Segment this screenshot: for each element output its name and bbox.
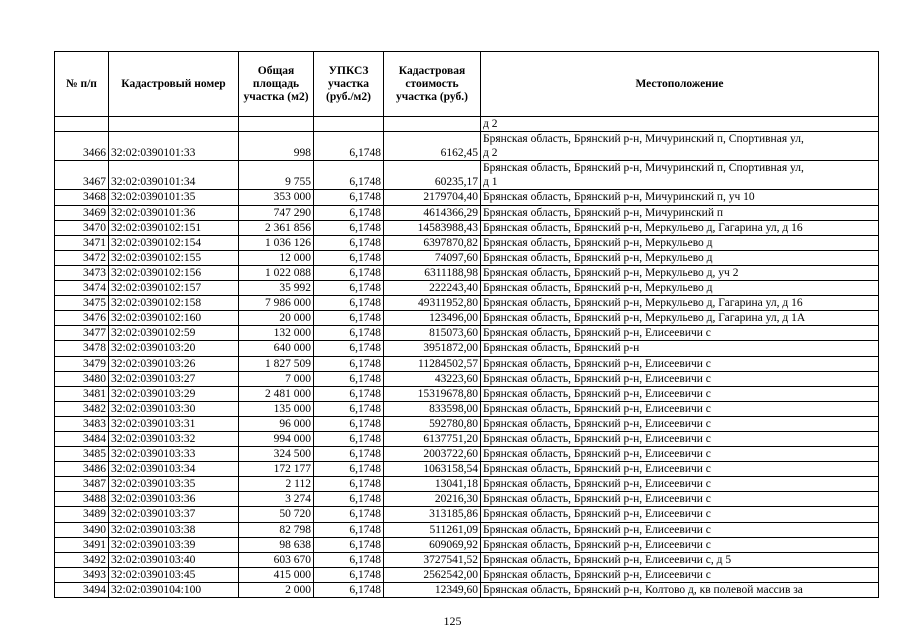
cadastral-number: 32:02:0390103:34: [109, 462, 239, 477]
table-row: [55, 582, 879, 597]
cadastral-number: 32:02:0390101:34: [109, 161, 239, 190]
cadastral-number: 32:02:0390103:39: [109, 537, 239, 552]
location-line: Брянская область, Брянский р-н, Елисеевичи с: [483, 463, 711, 476]
location-line: Брянская область, Брянский р-н, Елисеевичи с: [483, 372, 711, 385]
row-number: 3476: [55, 311, 109, 326]
cadastral-number: 32:02:0390103:45: [109, 567, 239, 582]
location-cell: [481, 537, 879, 552]
cadastral-number: 32:02:0390102:158: [109, 296, 239, 311]
area-value: 2 361 856: [239, 220, 314, 235]
location-line: Брянская область, Брянский р-н, Елисеевичи с: [483, 402, 711, 415]
row-number: 3468: [55, 190, 109, 205]
cadastral-number: 32:02:0390104:100: [109, 582, 239, 597]
table-row: [55, 431, 879, 446]
area-value: 7 000: [239, 371, 314, 386]
location-line: Брянская область, Брянский р-н, Елисеевичи с: [483, 357, 711, 370]
table-row: [55, 401, 879, 416]
table-row: [55, 341, 879, 356]
row-number: 3494: [55, 582, 109, 597]
table-row: [55, 235, 879, 250]
row-number: 3466: [55, 132, 109, 161]
header-cadastral: Кадастровый номер: [109, 52, 239, 117]
area-value: 998: [239, 132, 314, 161]
cost-value: 511261,09: [384, 522, 481, 537]
table-row: [55, 386, 879, 401]
row-number: 3489: [55, 507, 109, 522]
upks-value: 6,1748: [314, 132, 384, 161]
location-line: Брянская область, Брянский р-н, Меркульево д, уч 2: [483, 266, 739, 279]
area-value: 2 481 000: [239, 386, 314, 401]
upks-value: 6,1748: [314, 552, 384, 567]
upks-value: 6,1748: [314, 462, 384, 477]
location-line: д 2: [483, 147, 498, 160]
area-value: 747 290: [239, 205, 314, 220]
location-line: Брянская область, Брянский р-н, Елисеевичи с: [483, 417, 711, 430]
location-cell: [481, 522, 879, 537]
location-cell: [481, 447, 879, 462]
cost-value: 6397870,82: [384, 235, 481, 250]
row-number: 3492: [55, 552, 109, 567]
cost-value: 1063158,54: [384, 462, 481, 477]
upks-value: 6,1748: [314, 296, 384, 311]
location-cell: [481, 132, 879, 161]
row-number: 3467: [55, 161, 109, 190]
cost-value: 2003722,60: [384, 447, 481, 462]
row-number: 3480: [55, 371, 109, 386]
upks-value: 6,1748: [314, 190, 384, 205]
cost-value: 833598,00: [384, 401, 481, 416]
area-value: 172 177: [239, 462, 314, 477]
location-line: Брянская область, Брянский р-н, Елисеевичи с: [483, 448, 711, 461]
upks-value: 6,1748: [314, 341, 384, 356]
cost-value: 6311188,98: [384, 265, 481, 280]
row-number: 3475: [55, 296, 109, 311]
area-value: 82 798: [239, 522, 314, 537]
cost-value: 2562542,00: [384, 567, 481, 582]
cadastral-number: 32:02:0390103:29: [109, 386, 239, 401]
cost-value: 815073,60: [384, 326, 481, 341]
area-value: 96 000: [239, 416, 314, 431]
location-line: Брянская область, Брянский р-н, Елисеевичи с: [483, 523, 711, 536]
location-cell: [481, 401, 879, 416]
row-number: 3472: [55, 250, 109, 265]
cadastral-number: 32:02:0390103:26: [109, 356, 239, 371]
table-row: [55, 311, 879, 326]
area-value: 132 000: [239, 326, 314, 341]
upks-value: 6,1748: [314, 401, 384, 416]
location-line: Брянская область, Брянский р-н, Мичуринский п: [483, 206, 724, 219]
row-number: 3479: [55, 356, 109, 371]
table-row: [55, 447, 879, 462]
location-cell: [481, 492, 879, 507]
table-row: [55, 552, 879, 567]
table-row: [55, 281, 879, 296]
cadastral-number: 32:02:0390102:155: [109, 250, 239, 265]
upks-value: 6,1748: [314, 477, 384, 492]
location-cell: [481, 416, 879, 431]
table-row: [55, 132, 879, 161]
page-number: 125: [443, 614, 462, 628]
upks-value: 6,1748: [314, 220, 384, 235]
location-cell: [481, 462, 879, 477]
cadastral-table: [54, 51, 879, 598]
cost-value: 14583988,43: [384, 220, 481, 235]
cost-value: 609069,92: [384, 537, 481, 552]
table-row: [55, 507, 879, 522]
location-line: Брянская область, Брянский р-н, Елисеевичи с, д 5: [483, 553, 732, 566]
cadastral-number: 32:02:0390101:33: [109, 132, 239, 161]
area-value: 353 000: [239, 190, 314, 205]
cadastral-number: 32:02:0390102:154: [109, 235, 239, 250]
upks-value: 6,1748: [314, 205, 384, 220]
location-line: Брянская область, Брянский р-н, Мичуринский п, уч 10: [483, 191, 755, 204]
location-line: Брянская область, Брянский р-н, Меркульево д: [483, 282, 713, 295]
cadastral-number: 32:02:0390101:35: [109, 190, 239, 205]
location-cell: [481, 235, 879, 250]
area-value: 20 000: [239, 311, 314, 326]
row-number: 3470: [55, 220, 109, 235]
cost-value: 6137751,20: [384, 431, 481, 446]
cadastral-number: 32:02:0390103:30: [109, 401, 239, 416]
continuation-location: д 2: [481, 117, 879, 132]
location-cell: [481, 311, 879, 326]
header-area: Общая площадь участка (м2): [239, 52, 314, 117]
upks-value: 6,1748: [314, 537, 384, 552]
area-value: 640 000: [239, 341, 314, 356]
header-location: Местоположение: [481, 52, 879, 117]
table-row: [55, 220, 879, 235]
header-num: № п/п: [55, 52, 109, 117]
area-value: 2 000: [239, 582, 314, 597]
row-number: 3487: [55, 477, 109, 492]
cost-value: 3951872,00: [384, 341, 481, 356]
table-row: [55, 492, 879, 507]
row-number: 3474: [55, 281, 109, 296]
upks-value: 6,1748: [314, 416, 384, 431]
cadastral-number: 32:02:0390102:59: [109, 326, 239, 341]
cadastral-number: 32:02:0390102:160: [109, 311, 239, 326]
cadastral-number: 32:02:0390102:151: [109, 220, 239, 235]
upks-value: 6,1748: [314, 235, 384, 250]
row-number: 3483: [55, 416, 109, 431]
table-row: [55, 296, 879, 311]
row-number: 3469: [55, 205, 109, 220]
cost-value: 11284502,57: [384, 356, 481, 371]
cadastral-number: 32:02:0390103:20: [109, 341, 239, 356]
cadastral-number: 32:02:0390103:33: [109, 447, 239, 462]
row-number: 3491: [55, 537, 109, 552]
table-row: [55, 190, 879, 205]
upks-value: 6,1748: [314, 161, 384, 190]
table-row: [55, 205, 879, 220]
location-cell: [481, 371, 879, 386]
table-row: [55, 161, 879, 190]
row-number: 3481: [55, 386, 109, 401]
row-number: 3488: [55, 492, 109, 507]
upks-value: 6,1748: [314, 522, 384, 537]
upks-value: 6,1748: [314, 265, 384, 280]
cost-value: 6162,45: [384, 132, 481, 161]
location-cell: [481, 356, 879, 371]
header-upks: УПКСЗ участка (руб./м2): [314, 52, 384, 117]
cost-value: 15319678,80: [384, 386, 481, 401]
location-cell: [481, 507, 879, 522]
area-value: 2 112: [239, 477, 314, 492]
cadastral-number: 32:02:0390101:36: [109, 205, 239, 220]
cadastral-number: 32:02:0390103:38: [109, 522, 239, 537]
row-number: 3484: [55, 431, 109, 446]
cadastral-number: 32:02:0390103:36: [109, 492, 239, 507]
location-cell: [481, 552, 879, 567]
cost-value: 313185,86: [384, 507, 481, 522]
location-cell: [481, 326, 879, 341]
table-row: [55, 326, 879, 341]
cost-value: 13041,18: [384, 477, 481, 492]
cost-value: 2179704,40: [384, 190, 481, 205]
location-line: Брянская область, Брянский р-н, Мичуринский п, Спортивная ул,: [483, 133, 804, 146]
location-line: Брянская область, Брянский р-н: [483, 342, 640, 355]
cost-value: 60235,17: [384, 161, 481, 190]
cost-value: 4614366,29: [384, 205, 481, 220]
area-value: 415 000: [239, 567, 314, 582]
location-line: Брянская область, Брянский р-н, Елисеевичи с: [483, 387, 711, 400]
table-row: [55, 477, 879, 492]
area-value: 3 274: [239, 492, 314, 507]
row-number: 3493: [55, 567, 109, 582]
cadastral-number: 32:02:0390103:32: [109, 431, 239, 446]
cost-value: 12349,60: [384, 582, 481, 597]
upks-value: 6,1748: [314, 507, 384, 522]
area-value: 9 755: [239, 161, 314, 190]
row-number: 3478: [55, 341, 109, 356]
cadastral-number: 32:02:0390103:31: [109, 416, 239, 431]
cost-value: 123496,00: [384, 311, 481, 326]
upks-value: 6,1748: [314, 447, 384, 462]
location-cell: [481, 296, 879, 311]
location-cell: [481, 161, 879, 190]
cost-value: 3727541,52: [384, 552, 481, 567]
location-line: Брянская область, Брянский р-н, Меркульево д, Гагарина ул, д 16: [483, 221, 803, 234]
upks-value: 6,1748: [314, 431, 384, 446]
area-value: 994 000: [239, 431, 314, 446]
table-row: [55, 567, 879, 582]
location-cell: [481, 386, 879, 401]
upks-value: 6,1748: [314, 356, 384, 371]
row-number: 3473: [55, 265, 109, 280]
header-row: [55, 52, 879, 117]
cadastral-number: 32:02:0390102:157: [109, 281, 239, 296]
location-cell: [481, 431, 879, 446]
continuation-row: [55, 117, 879, 132]
upks-value: 6,1748: [314, 250, 384, 265]
location-line: Брянская область, Брянский р-н, Меркульево д, Гагарина ул, д 1А: [483, 312, 806, 325]
area-value: 1 036 126: [239, 235, 314, 250]
area-value: 12 000: [239, 250, 314, 265]
location-cell: [481, 341, 879, 356]
location-line: Брянская область, Брянский р-н, Колтово д, кв полевой массив за: [483, 583, 803, 596]
table-row: [55, 462, 879, 477]
area-value: 1 827 509: [239, 356, 314, 371]
location-line: Брянская область, Брянский р-н, Мичуринский п, Спортивная ул,: [483, 162, 804, 175]
location-line: Брянская область, Брянский р-н, Елисеевичи с: [483, 493, 711, 506]
area-value: 98 638: [239, 537, 314, 552]
cost-value: 222243,40: [384, 281, 481, 296]
row-number: 3471: [55, 235, 109, 250]
location-cell: [481, 205, 879, 220]
location-line: Брянская область, Брянский р-н, Меркульево д: [483, 251, 713, 264]
upks-value: 6,1748: [314, 386, 384, 401]
location-line: Брянская область, Брянский р-н, Меркульево д: [483, 236, 713, 249]
table-row: [55, 250, 879, 265]
row-number: 3482: [55, 401, 109, 416]
header-cost: Кадастровая стоимость участка (руб.): [384, 52, 481, 117]
location-cell: [481, 190, 879, 205]
location-cell: [481, 477, 879, 492]
area-value: 7 986 000: [239, 296, 314, 311]
cadastral-number: 32:02:0390103:40: [109, 552, 239, 567]
table-row: [55, 537, 879, 552]
cost-value: 74097,60: [384, 250, 481, 265]
area-value: 35 992: [239, 281, 314, 296]
location-cell: [481, 250, 879, 265]
location-line: Брянская область, Брянский р-н, Елисеевичи с: [483, 568, 711, 581]
upks-value: 6,1748: [314, 311, 384, 326]
location-cell: [481, 582, 879, 597]
area-value: 603 670: [239, 552, 314, 567]
area-value: 135 000: [239, 401, 314, 416]
row-number: 3477: [55, 326, 109, 341]
row-number: 3486: [55, 462, 109, 477]
cost-value: 49311952,80: [384, 296, 481, 311]
cost-value: 20216,30: [384, 492, 481, 507]
location-line: Брянская область, Брянский р-н, Елисеевичи с: [483, 538, 711, 551]
table-row: [55, 416, 879, 431]
upks-value: 6,1748: [314, 371, 384, 386]
location-line: Брянская область, Брянский р-н, Меркульево д, Гагарина ул, д 16: [483, 297, 803, 310]
area-value: 324 500: [239, 447, 314, 462]
upks-value: 6,1748: [314, 281, 384, 296]
table-row: [55, 371, 879, 386]
cadastral-number: 32:02:0390102:156: [109, 265, 239, 280]
cadastral-number: 32:02:0390103:37: [109, 507, 239, 522]
location-line: Брянская область, Брянский р-н, Елисеевичи с: [483, 432, 711, 445]
upks-value: 6,1748: [314, 326, 384, 341]
cost-value: 43223,60: [384, 371, 481, 386]
upks-value: 6,1748: [314, 492, 384, 507]
location-cell: [481, 567, 879, 582]
table-row: [55, 356, 879, 371]
upks-value: 6,1748: [314, 582, 384, 597]
cadastral-number: 32:02:0390103:27: [109, 371, 239, 386]
location-line: д 1: [483, 176, 498, 189]
table-row: [55, 522, 879, 537]
cost-value: 592780,80: [384, 416, 481, 431]
location-line: Брянская область, Брянский р-н, Елисеевичи с: [483, 478, 711, 491]
table-row: [55, 265, 879, 280]
upks-value: 6,1748: [314, 567, 384, 582]
location-line: Брянская область, Брянский р-н, Елисеевичи с: [483, 327, 711, 340]
location-cell: [481, 265, 879, 280]
cadastral-number: 32:02:0390103:35: [109, 477, 239, 492]
row-number: 3490: [55, 522, 109, 537]
row-number: 3485: [55, 447, 109, 462]
location-cell: [481, 281, 879, 296]
location-cell: [481, 220, 879, 235]
location-line: Брянская область, Брянский р-н, Елисеевичи с: [483, 508, 711, 521]
area-value: 1 022 088: [239, 265, 314, 280]
area-value: 50 720: [239, 507, 314, 522]
